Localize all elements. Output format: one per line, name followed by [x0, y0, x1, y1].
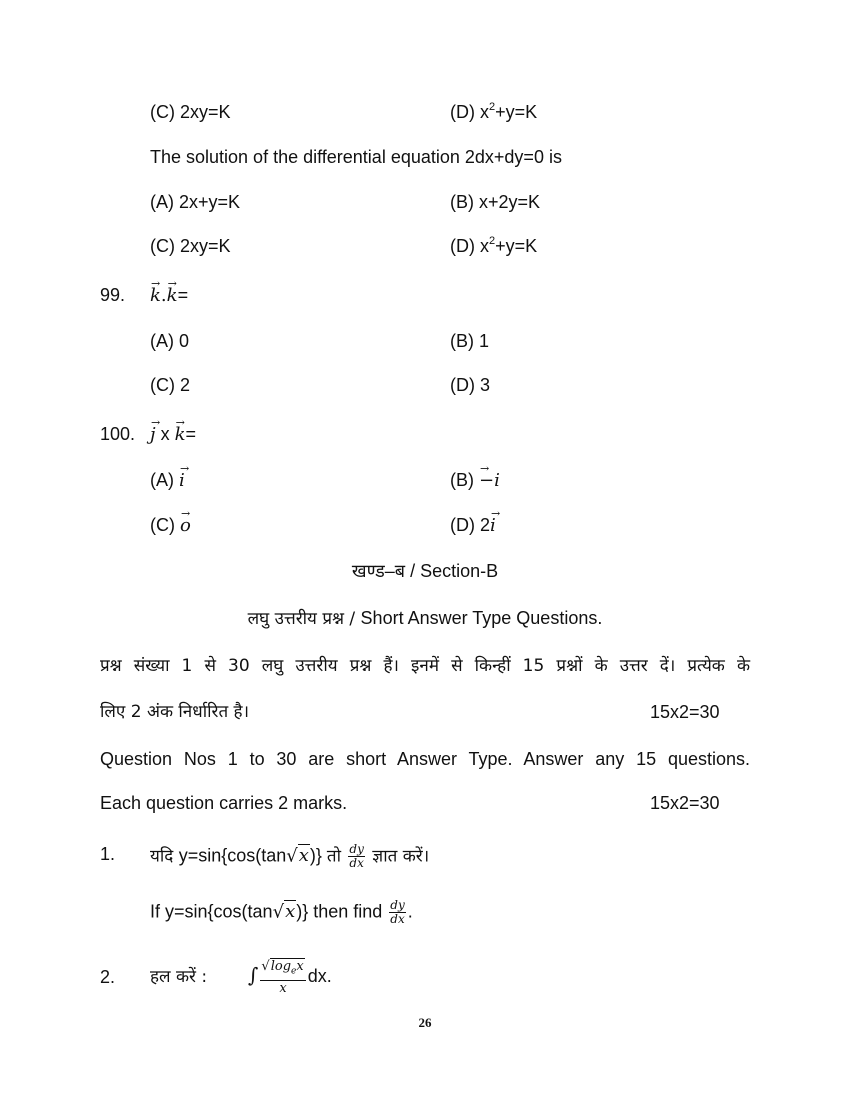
q98-option-a: (A) 2x+y=K	[150, 192, 241, 212]
q100-option-a: (A) → i	[150, 469, 185, 492]
q99-number: 99.	[100, 285, 126, 305]
marks-allocation-hindi: 15x2=30	[650, 702, 720, 722]
q100-option-c: (C) → o	[150, 514, 191, 537]
q2-number: 2.	[100, 967, 116, 987]
section-heading: खण्ड–ब / Section-B	[351, 561, 499, 581]
q100-stem: → j x → k=	[150, 423, 196, 446]
q1-english: If y=sin{cos(tan√x)} then find $\frac{dy}{dx}$ .	[150, 898, 413, 926]
q100-option-b: (B) → −i	[450, 469, 500, 492]
q1-number: 1.	[100, 844, 116, 864]
q97-option-c: (C) 2xy=K	[150, 102, 231, 122]
q100-option-d: (D) 2→ i	[450, 514, 496, 537]
instruction-hindi-line2: लिए 2 अंक निर्धारित है।	[100, 702, 250, 722]
q2-integral: ∫ $\frac{√\log_ex}{x}$ dx.	[248, 958, 332, 996]
instruction-english-line2: Each question carries 2 marks.	[100, 793, 348, 813]
q2-hindi: हल करें :	[150, 967, 208, 987]
q100-number: 100.	[100, 424, 136, 444]
marks-allocation-english: 15x2=30	[650, 793, 720, 813]
instruction-english-line1: Question Nos 1 to 30 are short Answer Type. Answer any 15 questions.	[100, 749, 750, 769]
q97-option-d: (D) $x^2+y=K$	[450, 101, 538, 122]
q98-option-c: (C) 2xy=K	[150, 236, 231, 256]
section-subheading: लघु उत्तरीय प्रश्न / Short Answer Type Questions.	[247, 608, 603, 629]
q99-option-c: (C) 2	[150, 375, 190, 395]
q99-option-d: (D) 3	[450, 375, 490, 395]
q99-option-a: (A) 0	[150, 331, 190, 351]
q98-option-d: (D) $x^2+y=K$	[450, 235, 538, 256]
q98-stem: The solution of the differential equation 2dx+dy=0 is	[150, 147, 562, 167]
page-number: 26	[418, 1015, 432, 1030]
q98-option-b: (B) x+2y=K	[450, 192, 541, 212]
instruction-hindi-line1: प्रश्न संख्या 1 से 30 लघु उत्तरीय प्रश्न हैं। इनमें से किन्हीं 15 प्रश्नों के उत्तर दें। प्रत्येक के	[100, 656, 750, 676]
q99-option-b: (B) 1	[450, 331, 490, 351]
q99-stem: → k.→ k=	[150, 284, 188, 307]
q1-hindi: यदि y=sin{cos(tan√x)} तो $\frac{dy}{dx}$ ज्ञात करें।	[150, 842, 430, 870]
